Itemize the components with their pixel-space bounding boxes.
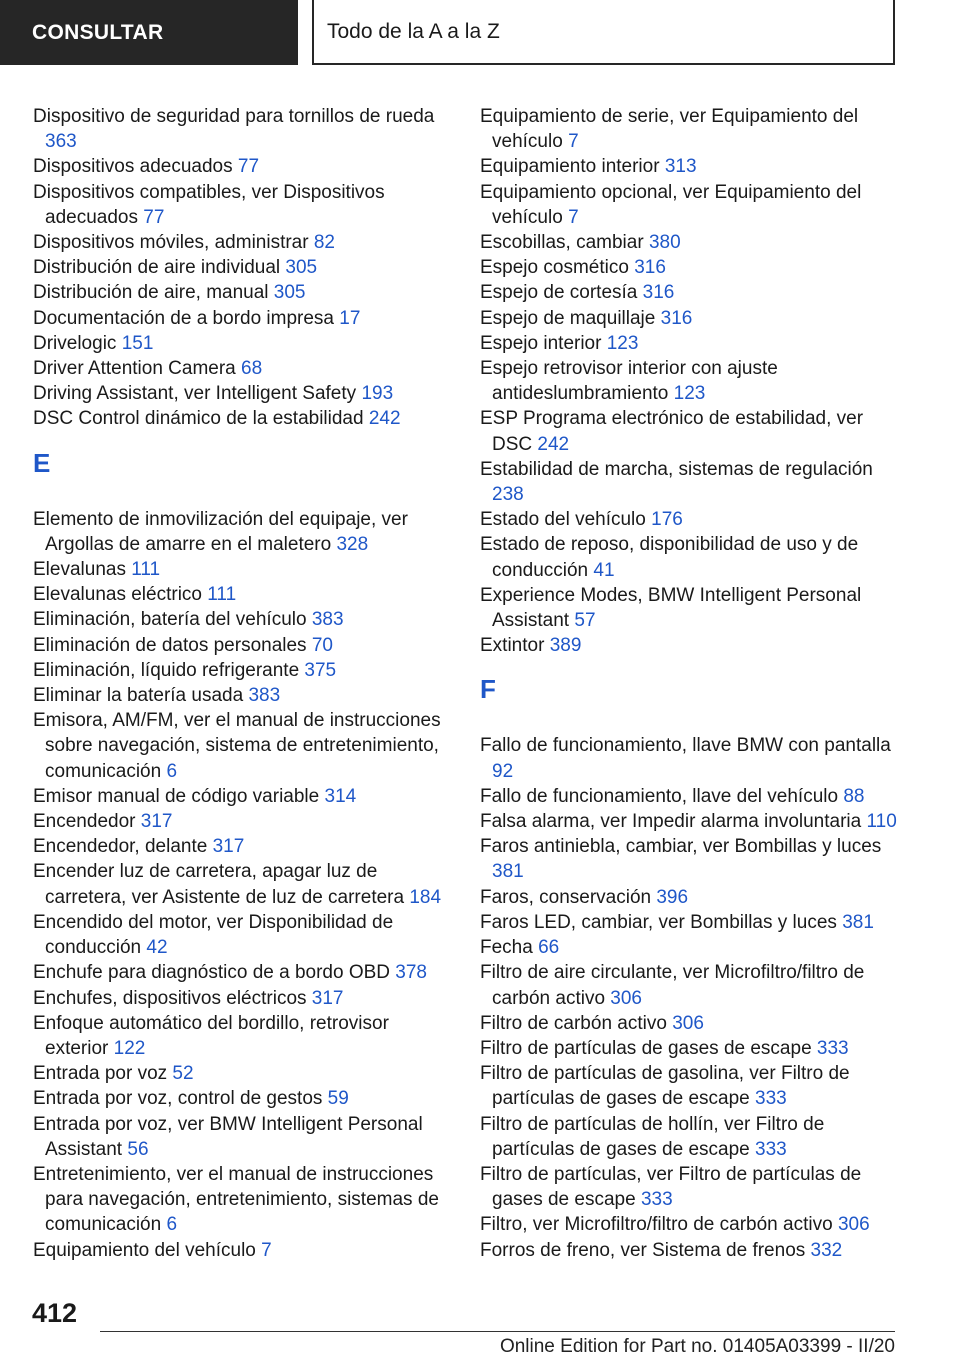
page-reference-link[interactable]: 6 — [166, 1214, 178, 1236]
page-reference-link[interactable]: 59 — [327, 1088, 349, 1110]
page-reference-link[interactable]: 242 — [368, 408, 401, 430]
index-entry — [33, 255, 443, 280]
page-reference-link[interactable]: 151 — [121, 332, 154, 354]
index-entry-text: Faros antiniebla, cambiar, ver Bombillas y luces — [480, 836, 882, 858]
page-reference-link[interactable]: 57 — [574, 610, 596, 632]
index-entry-text: Entrada por voz, ver BMW Intelligent Personal Assistant — [33, 1113, 423, 1160]
index-entry — [33, 607, 443, 632]
page-reference-link[interactable]: 17 — [339, 307, 361, 329]
index-entry — [33, 910, 443, 960]
index-letter-heading: F — [480, 674, 496, 705]
index-entry — [480, 583, 898, 633]
page-reference-link[interactable]: 383 — [248, 685, 281, 707]
index-entry — [33, 381, 443, 406]
index-entry — [33, 356, 443, 381]
index-entry-text: Experience Modes, BMW Intelligent Personal Assistant — [480, 584, 862, 632]
index-entry — [480, 733, 898, 783]
page-reference-link[interactable]: 306 — [837, 1214, 870, 1236]
index-entry — [33, 180, 443, 230]
index-entry-text: Dispositivos adecuados — [33, 156, 233, 178]
page-reference-link[interactable]: 88 — [843, 785, 865, 807]
index-entry — [33, 834, 443, 859]
index-column-right — [480, 104, 898, 1263]
page-reference-link[interactable]: 306 — [672, 1012, 704, 1034]
index-entry-text: Espejo de maquillaje — [480, 307, 656, 329]
index-entry-text: Documentación de a bordo impresa — [33, 307, 335, 329]
page-reference-link[interactable]: 7 — [261, 1239, 272, 1261]
index-entry — [33, 306, 443, 331]
index-entry-text: Forros de freno, ver Sistema de frenos — [480, 1239, 806, 1261]
index-entry — [480, 507, 898, 532]
index-entry-text: Filtro de partículas de hollín, ver Filtro de partículas de gases de escape — [480, 1113, 825, 1160]
index-entry — [480, 1011, 898, 1036]
index-entry — [480, 104, 898, 154]
page-reference-link[interactable]: 184 — [409, 886, 442, 908]
page-reference-link[interactable]: 111 — [207, 584, 237, 606]
index-entry-text: Elevalunas eléctrico — [33, 584, 202, 606]
index-entry — [480, 457, 898, 507]
page-reference-link[interactable]: 193 — [361, 383, 394, 405]
index-entry-text: Filtro de partículas, ver Filtro de partículas de gases de escape — [480, 1163, 862, 1211]
index-entry — [33, 1061, 443, 1086]
index-entry — [33, 1011, 443, 1061]
index-entry — [33, 582, 443, 607]
index-entry-text: Espejo de cortesía — [480, 282, 638, 304]
index-entry — [33, 280, 443, 305]
page-reference-link[interactable]: 52 — [172, 1063, 194, 1085]
index-entry-text: Eliminación, líquido refrigerante — [33, 659, 300, 681]
page-reference-link[interactable]: 238 — [492, 484, 524, 506]
index-entry-text: Elevalunas — [33, 559, 126, 581]
index-entry — [33, 406, 443, 431]
index-entry-text: Fallo de funcionamiento, llave del vehículo — [480, 785, 839, 807]
page-reference-link[interactable]: 122 — [113, 1037, 146, 1059]
page-reference-link[interactable]: 123 — [673, 383, 706, 405]
index-entry-text: Espejo interior — [480, 332, 602, 354]
index-entry-text: DSC Control dinámico de la estabilidad — [33, 408, 364, 430]
page-reference-link[interactable]: 316 — [642, 282, 675, 304]
page-reference-link[interactable]: 328 — [336, 533, 369, 555]
footer-divider — [100, 1331, 895, 1332]
index-entry — [480, 809, 898, 834]
page-number: 412 — [32, 1298, 78, 1328]
page-reference-link[interactable]: 6 — [166, 760, 178, 782]
edition-note: Online Edition for Part no. 01405A03399 - II/20 — [499, 1336, 895, 1357]
index-entry-text: Encendedor — [33, 811, 136, 833]
page-reference-link[interactable]: 333 — [755, 1088, 787, 1110]
page-reference-link[interactable]: 77 — [143, 206, 165, 228]
index-entry-text: Filtro de carbón activo — [480, 1012, 667, 1034]
page-reference-link[interactable]: 176 — [651, 509, 683, 531]
index-entry — [33, 784, 443, 809]
page-reference-link[interactable]: 375 — [304, 659, 337, 681]
index-entry-text: Encendido del motor, ver Disponibilidad de conducción — [33, 911, 394, 959]
index-entry — [33, 859, 443, 909]
index-entry — [33, 104, 443, 154]
chapter-title: Todo de la A a la Z — [327, 19, 500, 43]
index-entry — [480, 356, 898, 406]
index-letter-heading: E — [33, 447, 51, 478]
page-reference-link[interactable]: 383 — [311, 609, 344, 631]
page-reference-link[interactable]: 363 — [45, 131, 77, 153]
index-entry-text: Equipamiento del vehículo — [33, 1239, 256, 1261]
index-entry-text: Emisor manual de código variable — [33, 785, 320, 807]
page-reference-link[interactable]: 333 — [755, 1138, 787, 1160]
index-entry-text: Encender luz de carretera, apagar luz de carretera, ver Asistente de luz de carretera — [33, 861, 405, 908]
index-entry — [33, 507, 443, 557]
index-entry-text: Enfoque automático del bordillo, retrovisor exterior — [33, 1012, 389, 1059]
index-column-left — [33, 104, 443, 1263]
index-entry-text: Faros LED, cambiar, ver Bombillas y luces — [480, 911, 837, 933]
index-entry-text: Filtro de aire circulante, ver Microfiltro/filtro de carbón activo — [480, 962, 865, 1009]
index-entry-text: Espejo cosmético — [480, 257, 629, 279]
index-entry-text: Dispositivos móviles, administrar — [33, 232, 309, 254]
page-reference-link[interactable]: 389 — [549, 635, 582, 657]
page-reference-link[interactable]: 317 — [140, 811, 173, 833]
index-entry-text: Emisora, AM/FM, ver el manual de instrucciones sobre navegación, sistema de entretenimiento, comunicación — [33, 710, 441, 782]
index-entry — [33, 557, 443, 582]
page-reference-link[interactable]: 111 — [131, 559, 161, 581]
index-entry-text: Encendedor, delante — [33, 836, 208, 858]
index-entry-text: Eliminar la batería usada — [33, 685, 244, 707]
index-entry — [480, 230, 898, 255]
page-reference-link[interactable]: 313 — [664, 156, 697, 178]
page-reference-link[interactable]: 332 — [810, 1239, 843, 1261]
index-entry-text: Driver Attention Camera — [33, 358, 236, 380]
index-entry-text: Eliminación de datos personales — [33, 634, 307, 656]
index-entry-text: Estado del vehículo — [480, 509, 646, 531]
page-reference-link[interactable]: 317 — [212, 836, 245, 858]
index-entry — [480, 885, 898, 910]
index-entry-text: Fallo de funcionamiento, llave BMW con pantalla — [480, 735, 891, 757]
index-entry-text: Enchufe para diagnóstico de a bordo OBD — [33, 962, 391, 984]
section-tab — [0, 0, 298, 65]
chapter-header — [312, 0, 895, 65]
index-entry-text: ESP Programa electrónico de estabilidad, ver DSC — [480, 408, 864, 455]
page-reference-link[interactable]: 305 — [273, 282, 306, 304]
section-title: CONSULTAR — [32, 20, 164, 44]
page-reference-link[interactable]: 56 — [127, 1138, 149, 1160]
index-entry-text: Driving Assistant, ver Intelligent Safety — [33, 383, 357, 405]
page-reference-link[interactable]: 317 — [311, 987, 344, 1009]
page-reference-link[interactable]: 333 — [816, 1037, 849, 1059]
index-entry — [480, 255, 898, 280]
index-entry-text: Equipamiento de serie, ver Equipamiento del vehículo — [480, 106, 859, 153]
page-reference-link[interactable]: 242 — [537, 433, 570, 455]
page-reference-link[interactable]: 381 — [492, 861, 524, 883]
index-entry-text: Drivelogic — [33, 332, 117, 354]
page-reference-link[interactable]: 123 — [606, 332, 639, 354]
index-entry-text: Equipamiento interior — [480, 156, 660, 178]
index-entry — [480, 834, 898, 884]
index-entry-text: Espejo retrovisor interior con ajuste antideslumbramiento — [480, 358, 778, 405]
index-entry — [480, 935, 898, 960]
index-entry-text: Enchufes, dispositivos eléctricos — [33, 987, 307, 1009]
index-entry — [480, 1061, 898, 1111]
index-entry — [33, 1112, 443, 1162]
index-entry — [33, 1162, 443, 1238]
page-reference-link[interactable]: 316 — [634, 257, 666, 279]
index-entry — [480, 1112, 898, 1162]
index-entry — [480, 1212, 898, 1237]
index-entry-text: Falsa alarma, ver Impedir alarma involuntaria — [480, 811, 862, 833]
index-entry-text: Fecha — [480, 937, 533, 959]
index-entry-text: Filtro, ver Microfiltro/filtro de carbón activo — [480, 1214, 833, 1236]
page-reference-link[interactable]: 396 — [656, 886, 689, 908]
index-entry-text: Entretenimiento, ver el manual de instrucciones para navegación, entretenimiento, sistemas de comunicación — [33, 1163, 439, 1236]
index-entry — [33, 230, 443, 255]
index-entry — [480, 154, 898, 179]
index-entry-text: Elemento de inmovilización del equipaje, ver Argollas de amarre en el maletero — [33, 508, 408, 555]
page-reference-link[interactable]: 381 — [842, 911, 874, 933]
index-entry — [33, 708, 443, 784]
page-reference-link[interactable]: 306 — [610, 987, 642, 1009]
index-entry — [480, 532, 898, 582]
index-entry — [33, 1238, 443, 1263]
page-reference-link[interactable]: 378 — [395, 962, 427, 984]
index-entry — [480, 280, 898, 305]
index-entry-text: Dispositivo de seguridad para tornillos de rueda — [33, 106, 435, 127]
index-entry-text: Equipamiento opcional, ver Equipamiento del vehículo — [480, 181, 862, 228]
index-entry — [33, 154, 443, 179]
page-reference-link[interactable]: 42 — [146, 937, 168, 959]
index-entry — [480, 910, 898, 935]
index-entry — [33, 986, 443, 1011]
index-entry-text: Distribución de aire, manual — [33, 282, 269, 304]
index-entry-text: Entrada por voz, control de gestos — [33, 1088, 323, 1110]
index-entry — [480, 406, 898, 456]
index-entry — [480, 633, 898, 658]
index-entry — [480, 1162, 898, 1212]
index-entry-text: Extintor — [480, 635, 545, 657]
index-entry — [33, 633, 443, 658]
index-entry-text: Entrada por voz — [33, 1063, 168, 1085]
index-entry — [33, 1086, 443, 1111]
index-entry — [480, 784, 898, 809]
index-entry — [33, 960, 443, 985]
page-reference-link[interactable]: 333 — [640, 1189, 673, 1211]
index-entry — [33, 331, 443, 356]
index-entry-text: Estado de reposo, disponibilidad de uso y de conducción — [480, 534, 859, 581]
page-reference-link[interactable]: 92 — [492, 760, 514, 782]
page-reference-link[interactable]: 305 — [285, 257, 318, 279]
page-reference-link[interactable]: 7 — [568, 131, 579, 153]
index-entry-text: Escobillas, cambiar — [480, 232, 644, 254]
index-entry — [480, 306, 898, 331]
page-reference-link[interactable]: 68 — [241, 358, 263, 380]
index-entry — [480, 1238, 898, 1263]
index-entry — [33, 658, 443, 683]
page-reference-link[interactable]: 70 — [311, 634, 333, 656]
index-entry — [480, 1036, 898, 1061]
index-entry-text: Estabilidad de marcha, sistemas de regulación — [480, 458, 873, 480]
index-entry-text: Distribución de aire individual — [33, 257, 281, 279]
page-reference-link[interactable]: 314 — [324, 785, 357, 807]
page-reference-link[interactable]: 7 — [568, 206, 579, 228]
index-entry-text: Dispositivos compatibles, ver Dispositivos adecuados — [33, 181, 385, 228]
index-entry — [480, 180, 898, 230]
page-reference-link[interactable]: 110 — [866, 811, 897, 833]
index-entry-text: Filtro de partículas de gases de escape — [480, 1037, 812, 1059]
index-entry-text: Faros, conservación — [480, 886, 652, 908]
page-reference-link[interactable]: 380 — [648, 232, 681, 254]
page-reference-link[interactable]: 316 — [660, 307, 693, 329]
page-reference-link[interactable]: 82 — [313, 232, 335, 254]
page-reference-link[interactable]: 77 — [237, 156, 260, 178]
index-entry-text: Eliminación, batería del vehículo — [33, 609, 307, 631]
page-reference-link[interactable]: 66 — [538, 937, 560, 959]
index-entry — [33, 683, 443, 708]
index-entry — [480, 960, 898, 1010]
index-entry-text: Filtro de partículas de gasolina, ver Filtro de partículas de gases de escape — [480, 1063, 850, 1110]
index-entry — [480, 331, 898, 356]
index-entry — [33, 809, 443, 834]
page-reference-link[interactable]: 41 — [593, 559, 615, 581]
